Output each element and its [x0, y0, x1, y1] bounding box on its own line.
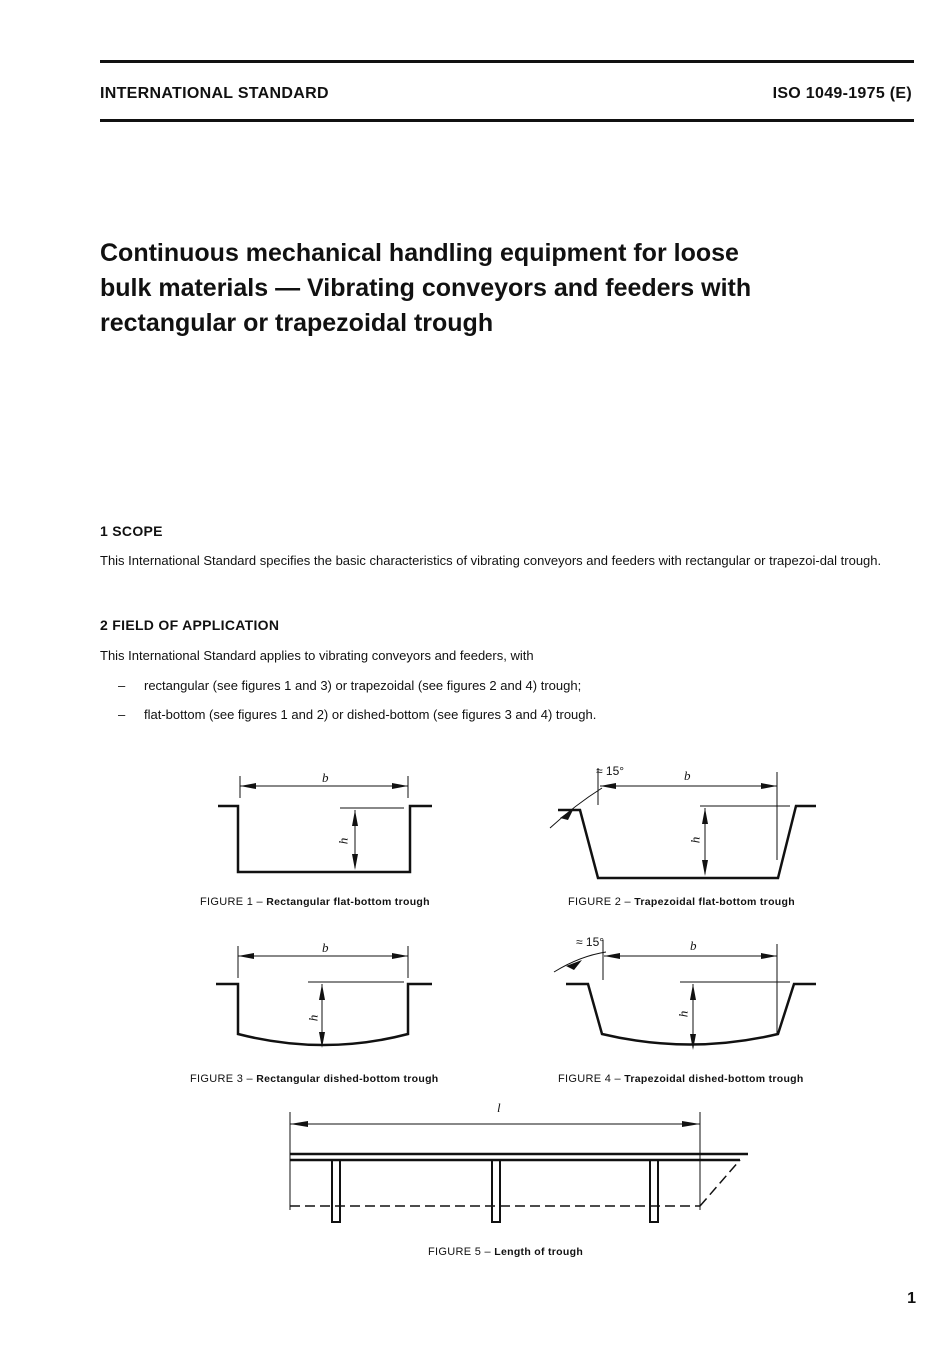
figure-3-height-label: h	[305, 1014, 321, 1022]
figure-5-length-label: l	[497, 1100, 501, 1115]
figure-5	[280, 1102, 760, 1232]
section-1-text: This International Standard specifies the basic characteristics of vibrating conveyors and feeders with rectangular or trapezoi-dal trough.	[100, 553, 882, 568]
figure-3	[210, 938, 450, 1058]
figure-5-caption-title: Length of trough	[494, 1246, 584, 1258]
figure-1-width-label: b	[322, 770, 329, 785]
section-2-heading: 2 FIELD OF APPLICATION	[100, 617, 280, 633]
list-dash: –	[118, 707, 126, 722]
figure-5-caption	[428, 1246, 583, 1258]
figure-4-caption-prefix: FIGURE 4 –	[558, 1073, 625, 1085]
figure-1-height-label: h	[335, 837, 351, 845]
header-bottom-rule	[100, 119, 914, 122]
section-1-heading: 1 SCOPE	[100, 523, 163, 539]
figure-2-caption-title: Trapezoidal flat-bottom trough	[634, 896, 795, 908]
application-list	[100, 676, 596, 734]
figure-4-caption	[558, 1073, 804, 1085]
document-number: ISO 1049-1975 (E)	[772, 85, 912, 102]
list-item-text: rectangular (see figures 1 and 3) or trapezoidal (see figures 2 and 4) trough;	[144, 678, 582, 693]
figure-4-width-label: b	[690, 938, 697, 953]
figure-4	[540, 930, 830, 1060]
figure-1-caption-title: Rectangular flat-bottom trough	[266, 896, 430, 908]
figure-5-caption-prefix: FIGURE 5 –	[428, 1246, 495, 1258]
list-item-text: flat-bottom (see figures 1 and 2) or dished-bottom (see figures 3 and 4) trough.	[144, 707, 597, 722]
figure-1-caption	[200, 896, 430, 908]
figure-2-angle-label: ≈ 15°	[596, 764, 625, 778]
figure-4-drawing	[540, 930, 830, 1060]
figure-3-width-label: b	[322, 940, 329, 955]
figure-4-height-label: h	[675, 1010, 691, 1018]
figure-2	[540, 760, 830, 885]
figure-4-caption-title: Trapezoidal dished-bottom trough	[624, 1073, 804, 1085]
document-type: INTERNATIONAL STANDARD	[100, 85, 329, 102]
figure-2-caption-prefix: FIGURE 2 –	[568, 896, 635, 908]
header-top-rule	[100, 60, 914, 63]
list-dash: –	[118, 678, 126, 693]
document-title	[100, 236, 900, 341]
figure-5-drawing	[280, 1102, 760, 1232]
list-item	[100, 705, 596, 734]
title-line-2: bulk materials — Vibrating conveyors and feeders with	[100, 274, 752, 302]
figure-1	[210, 768, 450, 878]
page-number: 1	[907, 1290, 916, 1307]
figure-3-caption-title: Rectangular dished-bottom trough	[256, 1073, 439, 1085]
figure-3-caption	[190, 1073, 439, 1085]
figure-4-angle-label: ≈ 15°	[576, 935, 605, 949]
title-line-1: Continuous mechanical handling equipment for loose	[100, 239, 739, 267]
figure-3-drawing	[210, 938, 450, 1058]
title-line-3: rectangular or trapezoidal trough	[100, 309, 494, 337]
figure-2-height-label: h	[687, 836, 703, 844]
figure-2-caption	[568, 896, 795, 908]
figure-1-drawing	[210, 768, 450, 878]
figure-3-caption-prefix: FIGURE 3 –	[190, 1073, 257, 1085]
list-item	[100, 676, 596, 705]
section-2-intro: This International Standard applies to vibrating conveyors and feeders, with	[100, 648, 534, 663]
figure-1-caption-prefix: FIGURE 1 –	[200, 896, 267, 908]
figure-2-width-label: b	[684, 768, 691, 783]
